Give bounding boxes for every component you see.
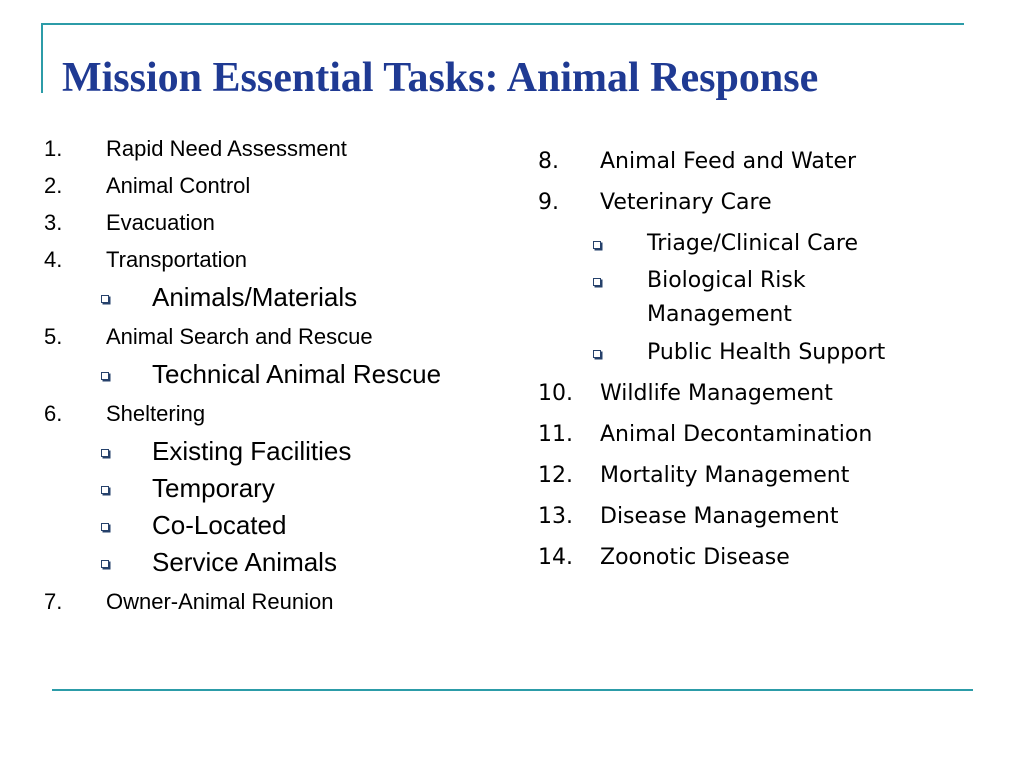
square-bullet-icon [101, 295, 109, 303]
task-label: Animal Search and Rescue [106, 324, 373, 349]
subtask-item [44, 472, 504, 505]
page-title: Mission Essential Tasks: Animal Response [62, 55, 819, 101]
task-item [538, 373, 1008, 414]
subtask-item [538, 336, 1008, 370]
task-label: Owner-Animal Reunion [106, 589, 334, 614]
task-number: 13. [538, 504, 573, 529]
square-bullet-icon [593, 241, 601, 249]
task-item [538, 141, 1008, 182]
left-task-list [44, 130, 504, 620]
task-label: Mortality Management [600, 463, 850, 488]
task-label: Veterinary Care [600, 190, 772, 215]
task-label: Animal Decontamination [600, 422, 873, 447]
task-number: 3. [44, 210, 63, 235]
task-item [44, 583, 504, 620]
task-item [44, 241, 504, 278]
subtask-item [44, 509, 504, 542]
subtask-label: Public Health Support [647, 339, 886, 365]
task-label: Animal Feed and Water [600, 149, 857, 174]
task-label: Sheltering [106, 401, 206, 426]
subtask-item [538, 264, 927, 332]
subtask-label: Triage/Clinical Care [647, 230, 859, 256]
task-item [538, 182, 1008, 223]
task-number: 11. [538, 422, 573, 447]
square-bullet-icon [101, 372, 109, 380]
square-bullet-icon [593, 278, 601, 286]
subtask-label: Existing Facilities [152, 436, 352, 466]
left-rule [41, 23, 43, 93]
subtask-item [44, 435, 504, 468]
subtask-label: Service Animals [152, 547, 337, 577]
subtask-item [44, 358, 452, 391]
task-label: Disease Management [600, 504, 839, 529]
task-number: 9. [538, 190, 559, 215]
subtask-label: Technical Animal Rescue [152, 359, 442, 389]
top-rule [41, 23, 964, 25]
task-number: 7. [44, 589, 63, 614]
task-label: Rapid Need Assessment [106, 136, 347, 161]
square-bullet-icon [101, 449, 109, 457]
task-item [44, 395, 504, 432]
square-bullet-icon [101, 523, 109, 531]
task-number: 4. [44, 247, 63, 272]
subtask-label: Biological Risk Management [647, 268, 806, 327]
task-label: Transportation [106, 247, 248, 272]
subtask-label: Co-Located [152, 510, 287, 540]
task-item [44, 130, 504, 167]
task-item [538, 537, 1008, 578]
task-number: 14. [538, 545, 573, 570]
task-item [538, 496, 1008, 537]
task-label: Animal Control [106, 173, 251, 198]
square-bullet-icon [101, 486, 109, 494]
task-label: Zoonotic Disease [600, 545, 790, 570]
task-label: Evacuation [106, 210, 215, 235]
subtask-item [44, 546, 504, 579]
task-item [538, 455, 1008, 496]
subtask-label: Animals/Materials [152, 282, 358, 312]
bottom-rule [52, 689, 973, 691]
task-item [44, 167, 504, 204]
task-number: 8. [538, 149, 559, 174]
task-number: 6. [44, 401, 63, 426]
task-number: 12. [538, 463, 573, 488]
task-item [44, 318, 504, 355]
task-item [44, 204, 504, 241]
subtask-item [538, 227, 1008, 261]
task-number: 1. [44, 136, 63, 161]
subtask-item [44, 281, 504, 314]
task-number: 2. [44, 173, 63, 198]
right-task-list [538, 141, 1008, 578]
square-bullet-icon [101, 560, 109, 568]
task-number: 5. [44, 324, 63, 349]
task-item [538, 414, 1008, 455]
square-bullet-icon [593, 350, 601, 358]
task-number: 10. [538, 381, 573, 406]
task-label: Wildlife Management [600, 381, 833, 406]
subtask-label: Temporary [152, 473, 275, 503]
